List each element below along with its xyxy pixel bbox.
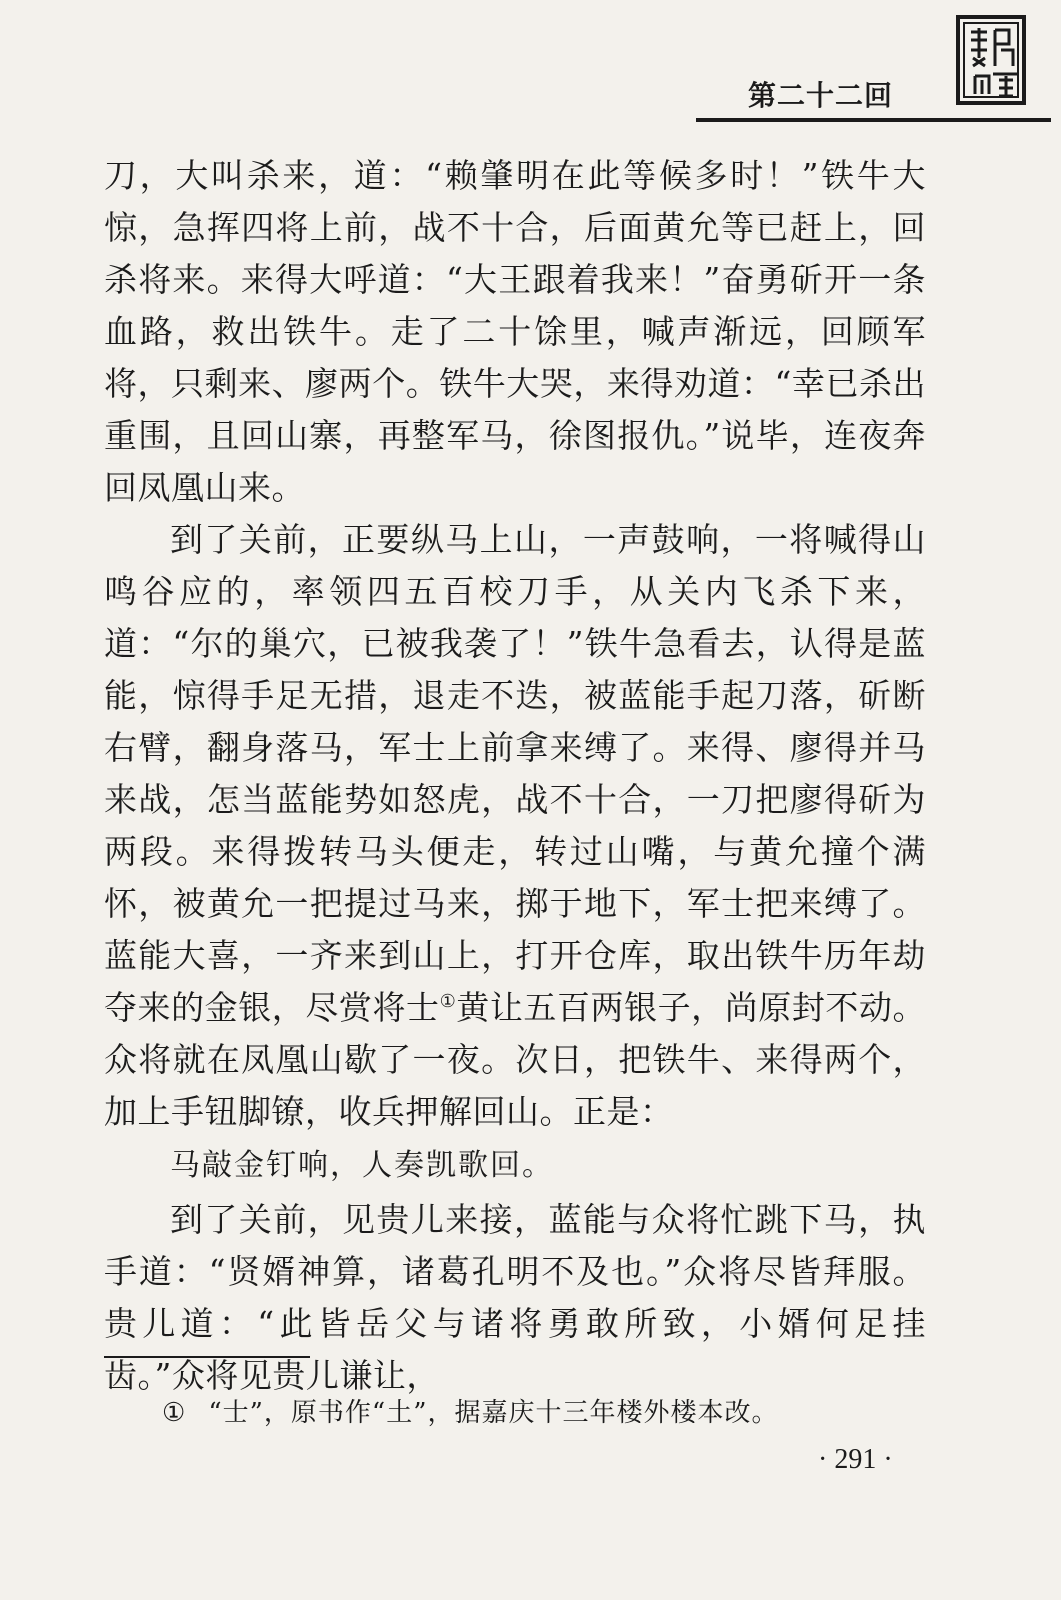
footnote-text: “士”，原书作“土”，据嘉庆十三年楼外楼本改。 (208, 1398, 779, 1428)
page-number: · 291 · (818, 1444, 893, 1475)
paragraph-3: 到了关前，见贵儿来接，蓝能与众将忙跳下马，执手道：“贤婿神算，诸葛孔明不及也。”众将尽皆拜服。贵儿道：“此皆岳父与诸将勇敢所致，小婿何足挂齿。”众将见贵儿谦让， (104, 1200, 926, 1395)
chapter-title: 第二十二回 (747, 79, 893, 112)
footnote-ref: ① (439, 991, 457, 1012)
footnote (162, 1392, 778, 1429)
paragraph-1: 刀，大叫杀来，道：“赖肇明在此等候多时！”铁牛大惊，急挥四将上前，战不十合，后面黄允等已赶上，回杀将来。来得大呼道：“大王跟着我来！”奋勇斫开一条血路，救出铁牛。走了二十馀里，喊声渐远，回顾军将，只剩来、廖两个。铁牛大哭，来得劝道：“幸已杀出重围，且回山寨，再整军马，徐图报仇。”说毕，连夜奔回凤凰山来。 (104, 156, 926, 507)
footnote-rule (104, 1356, 310, 1358)
running-header (0, 0, 1061, 140)
verse-line: 马敲金钉响，人奏凯歌回。 (170, 1148, 554, 1183)
paragraph-2-part-1: 到了关前，正要纵马上山，一声鼓响，一将喊得山鸣谷应的，率领四五百校刀手，从关内飞杀下来，道：“尔的巢穴，已被我袭了！”铁牛急看去，认得是蓝能，惊得手足无措，退走不迭，被蓝能手起刀落，斫断右臂，翻身落马，军士上前拿来缚了。来得、廖得并马来战，怎当蓝能势如怒虎，战不十合，一刀把廖得斫为两段。来得拨转马头便走，转过山嘴，与黄允撞个满怀，被黄允一把提过马来，掷于地下，军士把来缚了。蓝能大喜，一齐来到山上，打开仓库，取出铁牛历年劫夺来的金银，尽赏将士 (104, 520, 926, 1027)
main-text (104, 150, 926, 1402)
paragraph-2-part-2: 黄让五百两银子，尚原封不动。众将就在凤凰山歇了一夜。次日，把铁牛、来得两个，加上手钮脚镣，收兵押解回山。正是： (104, 988, 927, 1131)
seal-logo (955, 14, 1027, 106)
paragraph-2 (104, 514, 926, 1138)
footnote-mark: ① (162, 1398, 187, 1428)
header-rule (696, 118, 1051, 122)
